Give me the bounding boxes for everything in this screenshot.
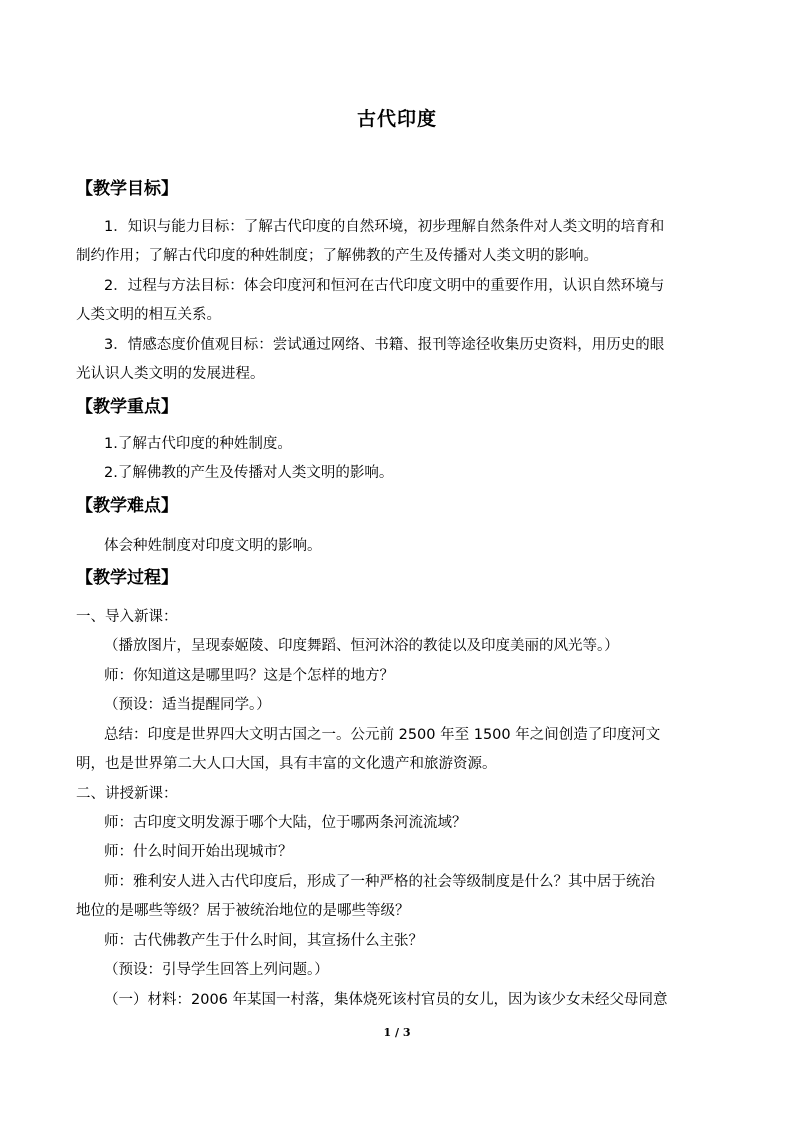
document-title: 古代印度 (356, 108, 437, 130)
process-line: 一、导入新课： (76, 609, 178, 625)
process-line: 师：雅利安人进入古代印度后，形成了一种严格的社会等级制度是什么？其中居于统治 (104, 874, 655, 890)
process-line: 二、讲授新课： (76, 786, 178, 802)
objectives-line: 光认识人类文明的发展进程。 (76, 366, 265, 382)
difficulties-line: 体会种姓制度对印度文明的影响。 (104, 538, 322, 554)
process-line: 地位的是哪些等级？居于被统治地位的是哪些等级？ (76, 903, 410, 919)
process-line: （预设：适当提醒同学。） (104, 697, 271, 713)
objectives-heading: 【教学目标】 (76, 179, 178, 199)
page-number: 1 / 3 (383, 1026, 411, 1039)
objectives-line: 1．知识与能力目标：了解古代印度的自然环境，初步理解自然条件对人类文明的培育和 (104, 219, 665, 235)
objectives-line: 2．过程与方法目标：体会印度河和恒河在古代印度文明中的重要作用，认识自然环境与 (104, 278, 665, 294)
process-line: 师：古印度文明发源于哪个大陆，位于哪两条河流流域？ (104, 815, 467, 831)
process-line: 师：什么时间开始出现城市？ (104, 844, 293, 860)
process-line: （播放图片，呈现泰姬陵、印度舞蹈、恒河沐浴的教徒以及印度美丽的风光等。） (104, 638, 619, 654)
process-line: 师：古代佛教产生于什么时间，其宣扬什么主张？ (104, 933, 423, 949)
objectives-line: 人类文明的相互关系。 (76, 307, 221, 323)
process-line: 师：你知道这是哪里吗？这是个怎样的地方？ (104, 668, 394, 684)
process-line: （一）材料：2006 年某国一村落，集体烧死该村官员的女儿，因为该少女未经父母同意 (104, 992, 668, 1008)
process-line: 总结：印度是世界四大文明古国之一。公元前 2500 年至 1500 年之间创造了印度河文 (104, 727, 661, 743)
objectives-line: 制约作用；了解古代印度的种姓制度；了解佛教的产生及传播对人类文明的影响。 (76, 248, 598, 264)
process-line: 明，也是世界第二大人口大国，具有丰富的文化遗产和旅游资源。 (76, 756, 497, 772)
key-points-line: 1.了解古代印度的种姓制度。 (104, 436, 292, 452)
objectives-line: 3．情感态度价值观目标：尝试通过网络、书籍、报刊等途径收集历史资料，用历史的眼 (104, 337, 665, 353)
key-points-heading: 【教学重点】 (76, 397, 178, 417)
process-heading: 【教学过程】 (76, 568, 178, 588)
process-line: （预设：引导学生回答上列问题。） (104, 962, 329, 978)
difficulties-heading: 【教学难点】 (76, 496, 178, 516)
key-points-line: 2.了解佛教的产生及传播对人类文明的影响。 (104, 465, 394, 481)
